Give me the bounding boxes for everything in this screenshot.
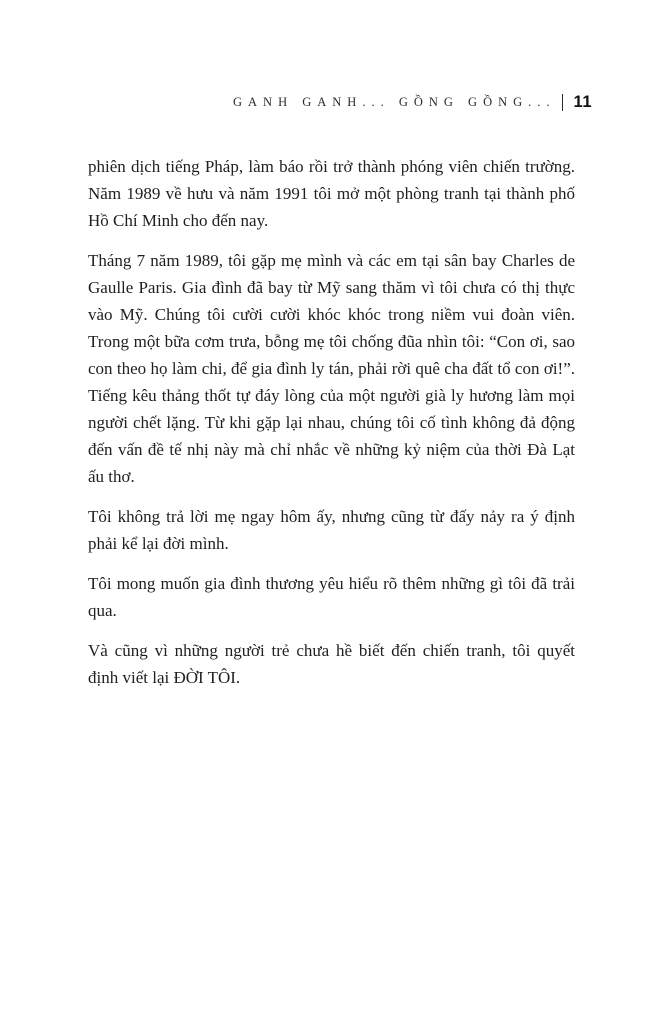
body-paragraph: Tôi mong muốn gia đình thương yêu hiểu rõ thêm những gì tôi đã trải qua. — [88, 574, 575, 620]
body-paragraph: Tôi không trả lời mẹ ngay hôm ấy, nhưng cũng từ đấy nảy ra ý định phải kể lại đời mình. — [88, 507, 575, 553]
page-number: 11 — [573, 93, 592, 111]
page-header — [233, 93, 592, 112]
running-title: GANH GANH... GỒNG GỒNG... — [232, 95, 556, 109]
body-text-block — [88, 153, 575, 704]
header-separator — [562, 94, 563, 111]
body-paragraph: phiên dịch tiếng Pháp, làm báo rồi trở thành phóng viên chiến trường. Năm 1989 về hưu và năm 1991 tôi mở một phòng tranh tại thành phố Hồ Chí Minh cho đến nay. — [88, 157, 575, 230]
body-paragraph: Và cũng vì những người trẻ chưa hề biết đến chiến tranh, tôi quyết định viết lại ĐỜI TÔI. — [88, 641, 575, 687]
body-paragraph: Tháng 7 năm 1989, tôi gặp mẹ mình và các em tại sân bay Charles de Gaulle Paris. Gia đình đã bay từ Mỹ sang thăm vì tôi chưa có thị thực vào Mỹ. Chúng tôi cười cười khóc khóc trong niềm vui đoàn viên. Trong một bữa cơm trưa, bỗng mẹ tôi chống đũa nhìn tôi: “Con ơi, sao con theo họ làm chi, để gia đình ly tán, phải rời quê cha đất tổ con ơi!”. Tiếng kêu thảng thốt tự đáy lòng của một người già ly hương làm mọi người chết lặng. Từ khi gặp lại nhau, chúng tôi cố tình không đả động đến vấn đề tế nhị này mà chỉ nhắc về những kỷ niệm của thời Đà Lạt ấu thơ. — [88, 251, 575, 486]
